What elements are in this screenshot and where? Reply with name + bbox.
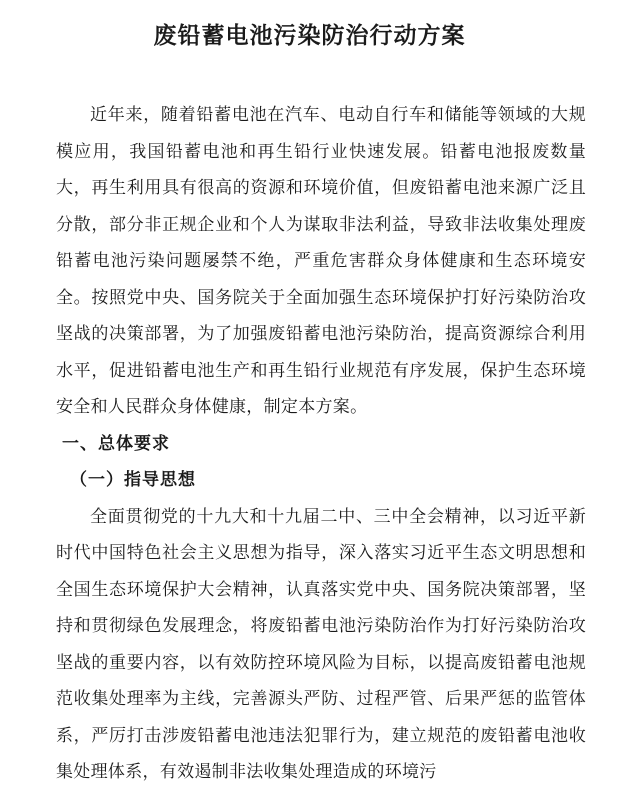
- document-body: [56, 97, 586, 791]
- section-heading: 一、总体要求: [62, 433, 170, 454]
- document-title: 废铅蓄电池污染防治行动方案: [153, 22, 466, 49]
- subsection-heading: （一）指导思想: [70, 470, 196, 490]
- intro-paragraph: 近年来，随着铅蓄电池在汽车、电动自行车和储能等领域的大规模应用，我国铅蓄电池和再生铅行业快速发展。铅蓄电池报废数量大，再生利用具有很高的资源和环境价值，但废铅蓄电池来源广泛且分散，部分非正规企业和个人为谋取非法利益，导致非法收集处理废铅蓄电池污染问题屡禁不绝，严重危害群众身体健康和生态环境安全。按照党中央、国务院关于全面加强生态环境保护打好污染防治攻坚战的决策部署，为了加强废铅蓄电池污染防治，提高资源综合利用水平，促进铅蓄电池生产和再生铅行业规范有序发展，保护生态环境安全和人民群众身体健康，制定本方案。: [56, 105, 586, 417]
- guiding-ideology-paragraph: 全面贯彻党的十九大和十九届二中、三中全会精神，以习近平新时代中国特色社会主义思想为指导，深入落实习近平生态文明思想和全国生态环境保护大会精神，认真落实党中央、国务院决策部署，坚持和贯彻绿色发展理念，将废铅蓄电池污染防治作为打好污染防治攻坚战的重要内容，以有效防控环境风险为目标，以提高废铅蓄电池规范收集处理率为主线，完善源头严防、过程严管、后果严惩的监管体系，严厉打击涉废铅蓄电池违法犯罪行为，建立规范的废铅蓄电池收集处理体系，有效遏制非法收集处理造成的环境污: [56, 506, 586, 782]
